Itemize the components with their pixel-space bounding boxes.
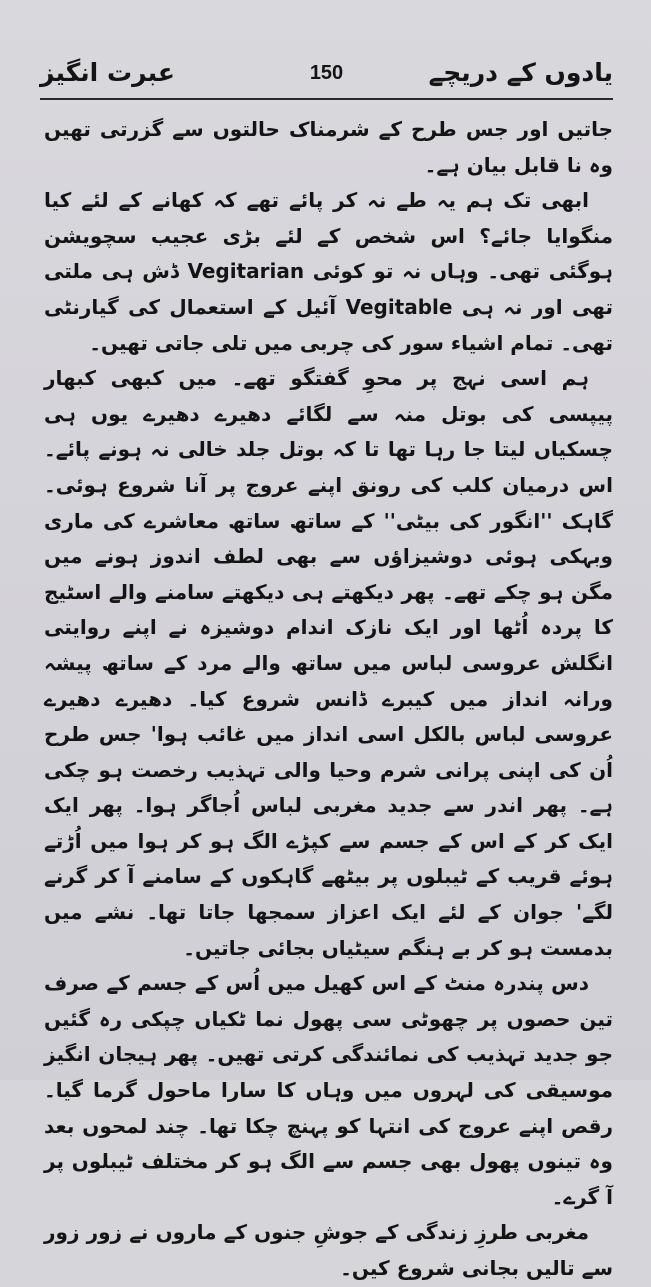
paragraph-4: دس پندرہ منٹ کے اس کھیل میں اُس کے جسم کے صرف تین حصوں پر چھوٹی سی پھول نما ٹکیاں چپکی رہ گئیں جو جدید تہذیب کی نمائندگی کرتی تھیں۔ پھر ہیجان انگیز موسیقی کی لہروں میں وہاں کا سارا ماحول گرما گیا۔ رقص اپنے عروج کی انتہا کو پہنچ چکا تھا۔ چند لمحوں بعد وہ تینوں پھول بھی جسم سے الگ ہو کر مختلف ٹیبلوں پر آ گرے۔ — [44, 971, 613, 1209]
chapter-title: عبرت انگیز — [40, 58, 175, 87]
paragraph-2: ابھی تک ہم یہ طے نہ کر پائے تھے کہ کھانے کے لئے کیا منگوایا جائے؟ اس شخص کے لئے بڑی عجیب سچویشن ہوگئی تھی۔ وہاں نہ تو کوئی Vegitarian ڈش ہی ملتی تھی اور نہ ہی Vegitable آئیل کے استعمال کی گیارنٹی تھی۔ تمام اشیاء سور کی چربی میں تلی جاتی تھیں۔ — [44, 188, 614, 355]
book-title: یادوں کے دریچے — [428, 58, 613, 87]
header-divider — [40, 98, 613, 100]
paragraph-1: جاتیں اور جس طرح کے شرمناک حالتوں سے گزرتی تھیں وہ نا قابل بیان ہے۔ — [44, 117, 613, 177]
body-text — [44, 112, 613, 1287]
paragraph-5: مغربی طرزِ زندگی کے جوشِ جنوں کے ماروں نے زور زور سے تالیں بجانی شروع کیں۔ — [44, 1220, 613, 1280]
paragraph-3: ہم اسی نہج پر محوِ گفتگو تھے۔ میں کبھی کبھار پیپسی کی بوتل منہ سے لگائے دھیرے دھیرے یوں ہی چسکیاں لیتا جا رہا تھا تا کہ بوتل جلد خالی نہ ہونے پائے۔ اس درمیان کلب کی رونق اپنے عروج پر آنا شروع ہوئی۔ گاہک ''انگور کی بیٹی'' کے ساتھ ساتھ معاشرے کی ماری وبہکی ہوئی دوشیزاؤں سے بھی لطف اندوز ہونے میں مگن ہو چکے تھے۔ پھر دیکھتے ہی دیکھتے سامنے والے اسٹیج کا پردہ اُٹھا اور ایک نازک اندام دوشیزہ نے اپنے روایتی انگلش عروسی لباس میں ساتھ والے مرد کے ساتھ پیشہ ورانہ انداز میں کیبرے ڈانس شروع کیا۔ دھیرے دھیرے عروسی لباس بالکل اسی انداز میں غائب ہوا' جس طرح اُن کی اپنی پرانی شرم وحیا والی تہذیب رخصت ہو چکی ہے۔ پھر اندر سے جدید مغربی لباس اُجاگر ہوا۔ پھر ایک ایک کر کے اس کے جسم سے کپڑے الگ ہو کر ہوا میں اُڑتے ہوئے قریب کے ٹیبلوں پر بیٹھے گاہکوں کے سامنے آ کر گرنے لگے' جوان کے لئے ایک اعزاز سمجھا جاتا تھا۔ نشے میں بدمست ہو کر بے ہنگم سیٹیاں بجائی جاتیں۔ — [44, 366, 613, 960]
page-number: 150 — [309, 62, 344, 84]
page-header — [40, 56, 613, 96]
